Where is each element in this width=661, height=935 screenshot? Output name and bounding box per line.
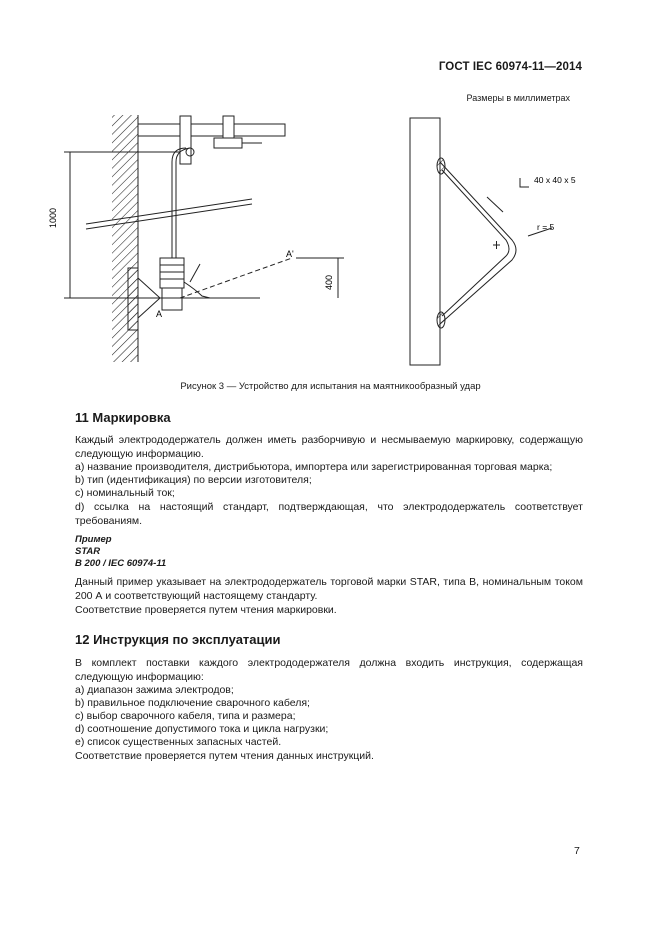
standard-header: ГОСТ IEC 60974-11—2014 [438,61,582,73]
example-text: Данный пример указывает на электрододержатель торговой марки STAR, типа В, номинальным током 200 А и соответствующий настоящему стандарту. [75,576,583,602]
pendulum-test-figure [0,0,661,380]
section-11-compliance: Соответствие проверяется путем чтения маркировки. [75,604,337,616]
section-11-item-d: d) ссылка на настоящий стандарт, подтверждающая, что электрододержатель соответствует требованиям. [75,501,583,527]
section-11-title: 11 Маркировка [75,410,171,425]
dim-1000-label: 1000 [48,207,58,228]
example-line-1: STAR [75,546,101,557]
section-11-item-a: a) название производителя, дистрибьютора, импортера или зарегистрированная торговая марка; [75,461,553,473]
left-drawing [64,115,344,362]
section-12-intro: В комплект поставки каждого электрододержателя должна входить инструкция, содержащая следующую информацию: [75,657,583,683]
dim-400-label: 400 [324,274,334,290]
section-11-item-c: c) номинальный ток; [75,487,175,499]
figure-caption: Рисунок 3 — Устройство для испытания на маятникообразный удар [180,381,481,392]
section-11-intro: Каждый электрододержатель должен иметь разборчивую и несмываемую маркировку, содержащую следующую информацию. [75,434,583,460]
right-drawing [410,118,552,365]
section-12-item-d: d) соотношение допустимого тока и цикла нагрузки; [75,723,329,735]
units-note: Размеры в миллиметрах [466,93,570,103]
section-11-item-b: b) тип (идентификация) по версии изготовителя; [75,474,312,486]
section-12-item-e: e) список существенных запасных частей. [75,736,282,748]
page-number: 7 [574,845,580,857]
point-a-prime-label: A' [286,249,294,259]
section-12-compliance: Соответствие проверяется путем чтения данных инструкций. [75,750,374,762]
example-label: Пример [75,534,112,545]
section-12-item-b: b) правильное подключение сварочного кабеля; [75,697,310,709]
point-a-label: A [156,309,163,319]
section-12-item-c: c) выбор сварочного кабеля, типа и размера; [75,710,296,722]
section-12-item-a: a) диапазон зажима электродов; [75,684,234,696]
radius-label: r = 5 [537,222,555,232]
section-12-title: 12 Инструкция по эксплуатации [75,632,281,647]
angle-profile-label: 40 x 40 x 5 [534,175,576,185]
example-line-2: B 200 / IEC 60974-11 [75,558,167,569]
